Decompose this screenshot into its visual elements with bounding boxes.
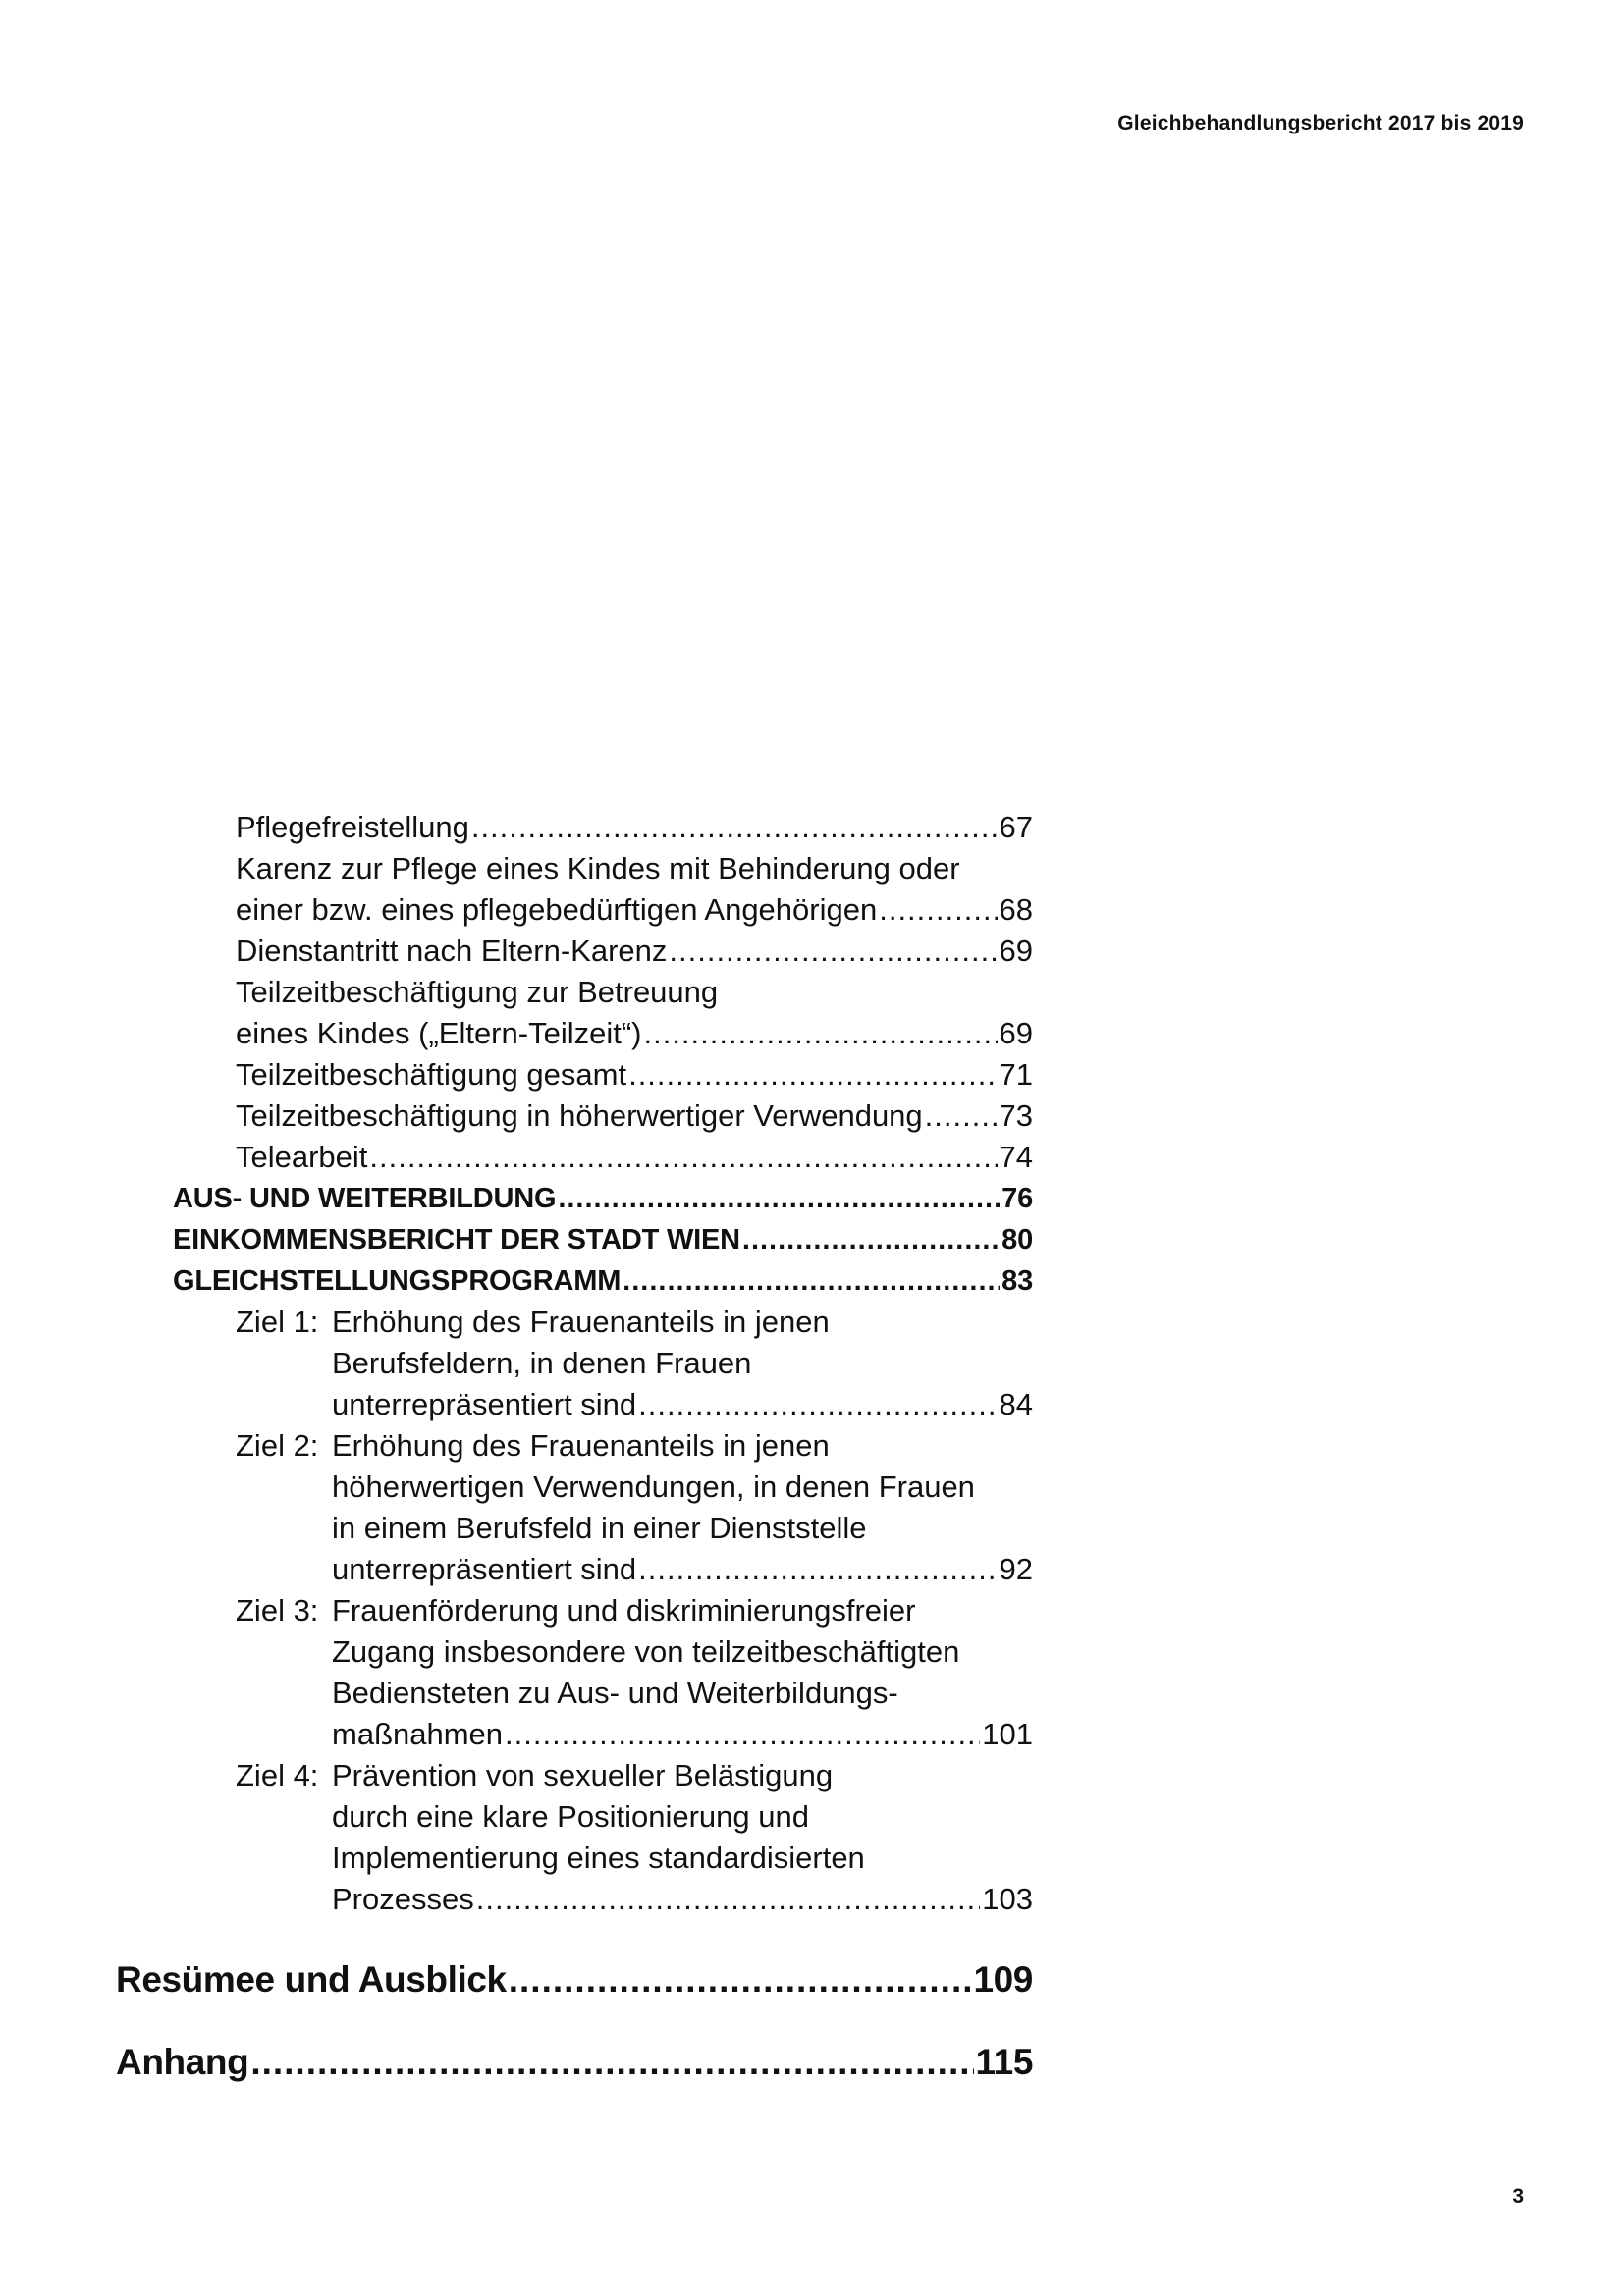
toc-entry-ziel2[interactable] bbox=[332, 1549, 1033, 1590]
toc-entry-aus-weiterbildung[interactable] bbox=[173, 1178, 1033, 1219]
toc-page-number: 69 bbox=[999, 934, 1033, 968]
toc-ziel3-label: Ziel 3: bbox=[236, 1593, 319, 1628]
toc-page-number: 76 bbox=[1001, 1183, 1033, 1214]
toc-ziel4-line3[interactable]: Implementierung eines standardisierten bbox=[332, 1841, 865, 1875]
toc-entry-teilzeit-hoeherwertig[interactable] bbox=[236, 1095, 1033, 1137]
toc-ziel4-label: Ziel 4: bbox=[236, 1758, 319, 1792]
leader-dots bbox=[250, 2038, 973, 2087]
running-header-title: Gleichbehandlungsbericht 2017 bis 2019 bbox=[1117, 112, 1524, 134]
toc-ziel1-line2[interactable]: Berufsfeldern, in denen Frauen bbox=[332, 1346, 752, 1380]
toc-entry-text: AUS- UND WEITERBILDUNG bbox=[173, 1183, 557, 1214]
toc-entry-text: eines Kindes („Eltern-Teilzeit“) bbox=[236, 1016, 642, 1050]
toc-entry-karenz-line1[interactable]: Karenz zur Pflege eines Kindes mit Behinderung oder bbox=[236, 851, 960, 885]
toc-page-number: 74 bbox=[999, 1140, 1033, 1174]
leader-dots bbox=[476, 1879, 981, 1920]
toc-page-number: 115 bbox=[975, 2042, 1033, 2082]
page-number: 3 bbox=[1512, 2185, 1524, 2208]
toc-page-number: 101 bbox=[982, 1717, 1033, 1751]
toc-entry-text: Teilzeitbeschäftigung in höherwertiger Verwendung bbox=[236, 1098, 923, 1133]
toc-ziel2-line1[interactable]: Erhöhung des Frauenanteils in jenen bbox=[332, 1428, 830, 1463]
toc-ziel4-line2[interactable]: durch eine klare Positionierung und bbox=[332, 1799, 809, 1834]
toc-page-number: 67 bbox=[999, 810, 1033, 844]
toc-entry-text: unterrepräsentiert sind bbox=[332, 1387, 637, 1421]
toc-entry-text: Pflegefreistellung bbox=[236, 810, 469, 844]
leader-dots bbox=[369, 1137, 997, 1178]
leader-dots bbox=[879, 889, 997, 931]
toc-entry-ziel1[interactable] bbox=[332, 1384, 1033, 1425]
leader-dots bbox=[509, 1955, 972, 2004]
toc-entry-ziel3[interactable] bbox=[332, 1714, 1033, 1755]
toc-entry-resuemee[interactable] bbox=[116, 1955, 1033, 2004]
toc-page-number: 109 bbox=[973, 1959, 1033, 2000]
toc-page-number: 103 bbox=[982, 1882, 1033, 1916]
leader-dots bbox=[623, 1260, 1000, 1302]
toc-ziel1-line1[interactable]: Erhöhung des Frauenanteils in jenen bbox=[332, 1305, 830, 1339]
toc-ziel4-line1[interactable]: Prävention von sexueller Belästigung bbox=[332, 1758, 834, 1792]
toc-ziel3-line1[interactable]: Frauenförderung und diskriminierungsfreier bbox=[332, 1593, 916, 1628]
toc-entry-text: maßnahmen bbox=[332, 1717, 504, 1751]
toc-page-number: 69 bbox=[999, 1016, 1033, 1050]
toc-entry-karenz[interactable] bbox=[236, 889, 1033, 931]
leader-dots bbox=[558, 1178, 1000, 1219]
toc-entry-text: GLEICHSTELLUNGSPROGRAMM bbox=[173, 1265, 622, 1297]
toc-entry-pflegefreistellung[interactable] bbox=[236, 807, 1033, 848]
toc-entry-text: Teilzeitbeschäftigung gesamt bbox=[236, 1057, 627, 1092]
leader-dots bbox=[643, 1013, 997, 1054]
toc-ziel2-label: Ziel 2: bbox=[236, 1428, 319, 1463]
toc-entry-text: unterrepräsentiert sind bbox=[332, 1552, 637, 1586]
toc-ziel3-line3[interactable]: Bediensteten zu Aus- und Weiterbildungs- bbox=[332, 1676, 898, 1710]
toc-entry-text: Anhang bbox=[116, 2042, 249, 2082]
toc-entry-text: Telearbeit bbox=[236, 1140, 368, 1174]
leader-dots bbox=[638, 1549, 997, 1590]
leader-dots bbox=[628, 1054, 997, 1095]
leader-dots bbox=[471, 807, 998, 848]
toc-ziel2-line2[interactable]: höherwertigen Verwendungen, in denen Frauen bbox=[332, 1469, 975, 1504]
toc-entry-teilzeit-betreuung-line1[interactable]: Teilzeitbeschäftigung zur Betreuung bbox=[236, 975, 719, 1009]
toc-entry-text: Resümee und Ausblick bbox=[116, 1959, 507, 2000]
toc-entry-gleichstellungsprogramm[interactable] bbox=[173, 1260, 1033, 1302]
toc-page-number: 68 bbox=[999, 892, 1033, 927]
leader-dots bbox=[505, 1714, 980, 1755]
toc-page-number: 80 bbox=[1001, 1224, 1033, 1255]
toc-page-number: 83 bbox=[1001, 1265, 1033, 1297]
toc-entry-text: EINKOMMENSBERICHT DER STADT WIEN bbox=[173, 1224, 740, 1255]
toc-ziel1-label: Ziel 1: bbox=[236, 1305, 319, 1339]
toc-entry-telearbeit[interactable] bbox=[236, 1137, 1033, 1178]
toc-entry-einkommensbericht[interactable] bbox=[173, 1219, 1033, 1260]
toc-entry-teilzeit-betreuung[interactable] bbox=[236, 1013, 1033, 1054]
toc-entry-anhang[interactable] bbox=[116, 2038, 1033, 2087]
leader-dots bbox=[669, 931, 997, 972]
toc-entry-dienstantritt[interactable] bbox=[236, 931, 1033, 972]
toc-page-number: 73 bbox=[999, 1098, 1033, 1133]
toc-ziel3-line2[interactable]: Zugang insbesondere von teilzeitbeschäftigten bbox=[332, 1634, 960, 1669]
toc-page-number: 71 bbox=[999, 1057, 1033, 1092]
toc-page-number: 92 bbox=[999, 1552, 1033, 1586]
toc-entry-text: einer bzw. eines pflegebedürftigen Angehörigen bbox=[236, 892, 878, 927]
toc-entry-text: Prozesses bbox=[332, 1882, 474, 1916]
toc-entry-teilzeit-gesamt[interactable] bbox=[236, 1054, 1033, 1095]
toc-entry-ziel4[interactable] bbox=[332, 1879, 1033, 1920]
toc-entry-text: Dienstantritt nach Eltern-Karenz bbox=[236, 934, 668, 968]
leader-dots bbox=[925, 1095, 998, 1137]
toc-ziel2-line3[interactable]: in einem Berufsfeld in einer Dienststelle bbox=[332, 1511, 867, 1545]
leader-dots bbox=[638, 1384, 997, 1425]
toc-page-number: 84 bbox=[999, 1387, 1033, 1421]
leader-dots bbox=[742, 1219, 1000, 1260]
